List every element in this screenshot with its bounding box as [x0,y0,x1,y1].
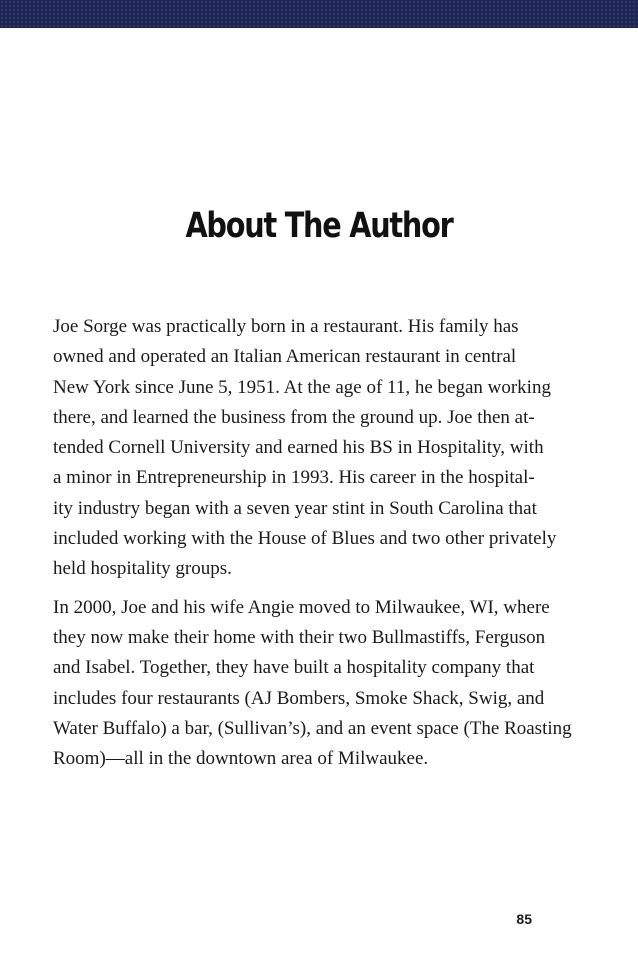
header-band [0,0,638,28]
page-title: About The Author [185,206,453,246]
paragraph-2 [53,593,583,775]
text-line: included working with the House of Blues and two other privately [53,528,557,550]
text-line: and Isabel. Together, they have built a hospitality company that [53,657,535,679]
text-line: includes four restaurants (AJ Bombers, Smoke Shack, Swig, and [53,687,545,709]
text-line: owned and operated an Italian American restaurant in central [53,346,517,368]
text-line: tended Cornell University and earned his BS in Hospitality, with [53,437,544,459]
text-line: held hospitality groups. [53,558,232,580]
text-line: In 2000, Joe and his wife Angie moved to Milwaukee, WI, where [53,596,550,618]
text-line: Water Buffalo) a bar, (Sullivan’s), and an event space (The Roasting [53,717,572,739]
text-line: Room)—all in the downtown area of Milwaukee. [53,748,429,770]
page-number: 85 [516,911,532,927]
text-line: New York since June 5, 1951. At the age of 11, he began working [53,376,551,398]
text-line: ity industry began with a seven year stint in South Carolina that [53,497,537,519]
text-line: they now make their home with their two Bullmastiffs, Ferguson [53,626,546,648]
text-line: Joe Sorge was practically born in a restaurant. His family has [53,316,519,337]
author-bio [53,312,583,774]
paragraph-1 [53,312,583,585]
text-line: there, and learned the business from the ground up. Joe then at- [53,406,535,428]
text-line: a minor in Entrepreneurship in 1993. His career in the hospital- [53,467,535,489]
